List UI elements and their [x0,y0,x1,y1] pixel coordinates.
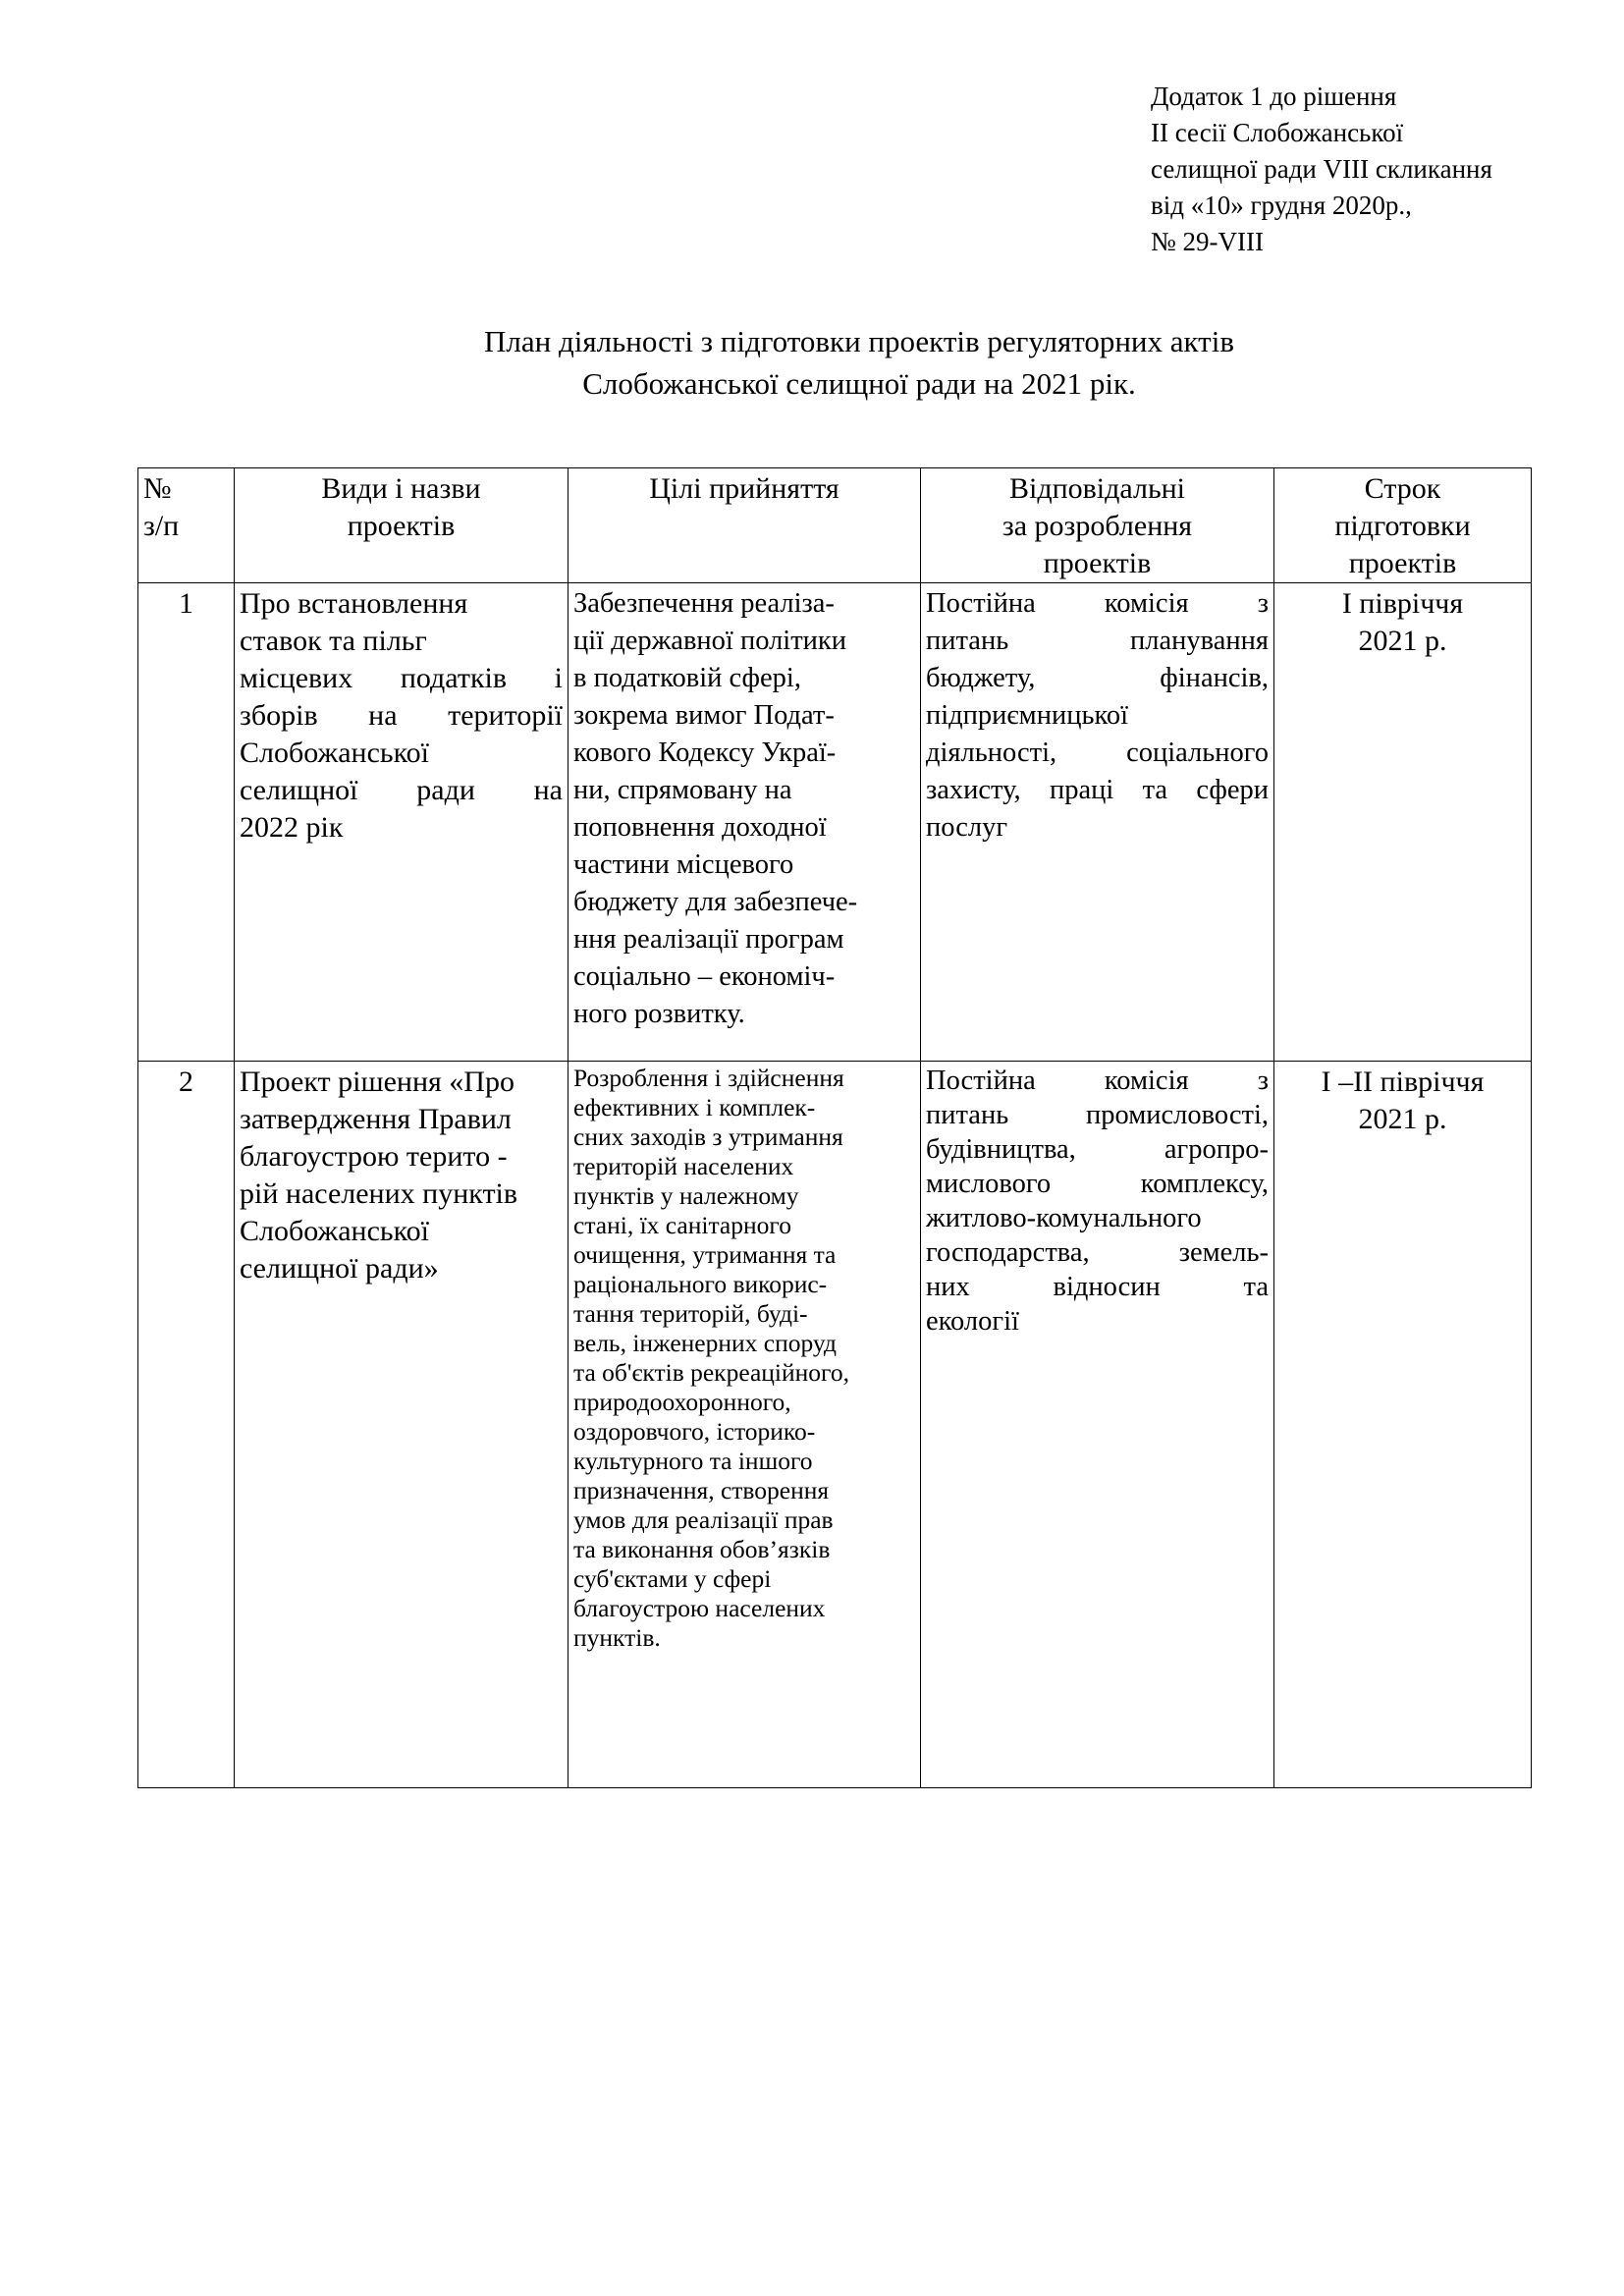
cell-line: будівництва, агропро- [926,1134,1269,1165]
cell-line: І півріччя [1341,587,1464,620]
header-name [235,468,568,583]
cell-line: мислового комплексу, [926,1169,1269,1199]
cell-name [235,1062,568,1788]
header-term [1274,468,1532,583]
cell-line: та виконання обов’язків [573,1535,831,1563]
cell-line: пунктів. [573,1623,661,1652]
cell-line: екології [926,1306,1019,1337]
title-line-1: План діяльності з підготовки проектів регуляторних актів [484,324,1234,358]
cell-line: раціонального викорис- [573,1270,828,1298]
cell-goal [568,1062,921,1788]
cell-line: сних заходів з утримання [573,1122,843,1151]
cell-line: ефективних і комплек- [573,1093,816,1121]
header-line: Види і назви [321,472,481,505]
cell-line: 2021 р. [1358,625,1447,657]
header-line: Строк [1364,472,1441,505]
header-num [138,468,235,583]
cell-line: місцевих податків і [240,662,563,694]
table-header-row [138,468,1532,583]
cell-line: Забезпечення реаліза- [573,588,835,619]
cell-line: діяльності, соціального [926,738,1269,768]
cell-line: природоохоронного, [573,1388,791,1416]
cell-goal [568,583,921,1062]
title-line-2: Слобожанської селищної ради на 2021 рік. [582,366,1136,401]
cell-line: суб'єктами у сфері [573,1564,772,1593]
cell-line: та об'єктів рекреаційного, [573,1358,849,1387]
cell-line: 2022 рік [240,811,344,844]
cell-line: благоустрою терито - [240,1140,508,1173]
cell-line: ції державної політики [573,626,847,656]
document-title [137,320,1581,405]
cell-line: Проект рішення «Про [240,1066,514,1098]
table-row [138,583,1532,1062]
cell-line: соціально – економіч- [573,961,836,992]
header-responsible [921,468,1274,583]
cell-line: підприємницької [926,700,1129,731]
annex-line: Додаток 1 до рішення [1151,82,1397,111]
cell-line: послуг [926,812,1008,843]
cell-line: пунктів у належному [573,1181,799,1210]
cell-term [1274,583,1532,1062]
cell-line: тання територій, буді- [573,1299,808,1328]
annex-line: ІІ сесії Слобожанської [1151,118,1404,147]
cell-line: культурного та іншого [573,1447,813,1475]
cell-line: Постійна комісія з [926,588,1269,619]
cell-line: очищення, утримання та [573,1240,837,1269]
header-line: № [143,472,172,505]
cell-line: кового Кодексу Украї- [573,738,837,768]
cell-line: благоустрою населених [573,1594,826,1622]
header-line: Відповідальні [1008,472,1186,505]
cell-line: них відносин та [926,1272,1269,1302]
table-row [138,1062,1532,1788]
cell-line: Про встановлення [240,587,468,620]
annex-line: № 29-VІІІ [1151,227,1264,256]
cell-line: поповнення доходної [573,812,827,843]
cell-num: 2 [138,1062,235,1788]
cell-line: стані, їх санітарного [573,1211,791,1239]
cell-line: ни, спрямовану на [573,775,792,805]
cell-line: Розроблення і здійснення [573,1064,844,1092]
cell-line: захисту, праці та сфери [926,775,1269,805]
cell-line: вель, інженерних споруд [573,1329,838,1357]
plan-table [137,467,1532,1788]
cell-line: в податковій сфері, [573,663,801,693]
cell-line: умов для реалізації прав [573,1505,834,1534]
cell-line: територій населених [573,1152,794,1180]
cell-line: І –ІІ півріччя [1321,1066,1485,1098]
cell-line: рій населених пунктів [240,1177,518,1210]
header-line: за розроблення [1001,510,1193,542]
cell-line: частини місцевого [573,849,794,880]
cell-line: бюджету для забезпече- [573,887,858,917]
cell-line: питань промисловості, [926,1100,1269,1130]
cell-line: призначення, створення [573,1476,830,1504]
header-goal [568,468,921,583]
cell-line: 2021 р. [1358,1103,1447,1135]
cell-line: зокрема вимог Подат- [573,700,835,731]
header-line: підготовки [1334,510,1471,542]
header-line: Цілі прийняття [649,472,839,505]
annex-note [1151,79,1583,260]
cell-line: затвердження Правил [240,1103,512,1135]
header-line: проектів [347,510,456,542]
cell-line: зборів на території [240,699,563,732]
cell-line: господарства, земель- [926,1237,1269,1268]
cell-line: ння реалізації програм [573,924,844,955]
cell-line: бюджету, фінансів, [926,663,1269,693]
cell-line: ного розвитку. [573,999,745,1029]
cell-line: селищної ради на [240,774,563,806]
cell-line: питань планування [926,626,1269,656]
cell-line: оздоровчого, історико- [573,1417,816,1446]
cell-term [1274,1062,1532,1788]
header-line: проектів [1043,547,1152,579]
header-line: з/п [143,510,180,542]
cell-line: Постійна комісія з [926,1066,1269,1096]
cell-line: селищної ради» [240,1252,439,1285]
annex-line: від «10» грудня 2020р., [1151,191,1412,220]
cell-name [235,583,568,1062]
cell-line: ставок та пільг [240,625,427,657]
cell-line: Слобожанської [240,1215,429,1247]
cell-line: Слобожанської [240,737,429,769]
cell-line: житлово-комунального [926,1203,1202,1233]
header-line: проектів [1348,547,1457,579]
annex-line: селищної ради VІІІ скликання [1151,154,1492,184]
cell-num: 1 [138,583,235,1062]
cell-responsible [921,1062,1274,1788]
cell-responsible [921,583,1274,1062]
